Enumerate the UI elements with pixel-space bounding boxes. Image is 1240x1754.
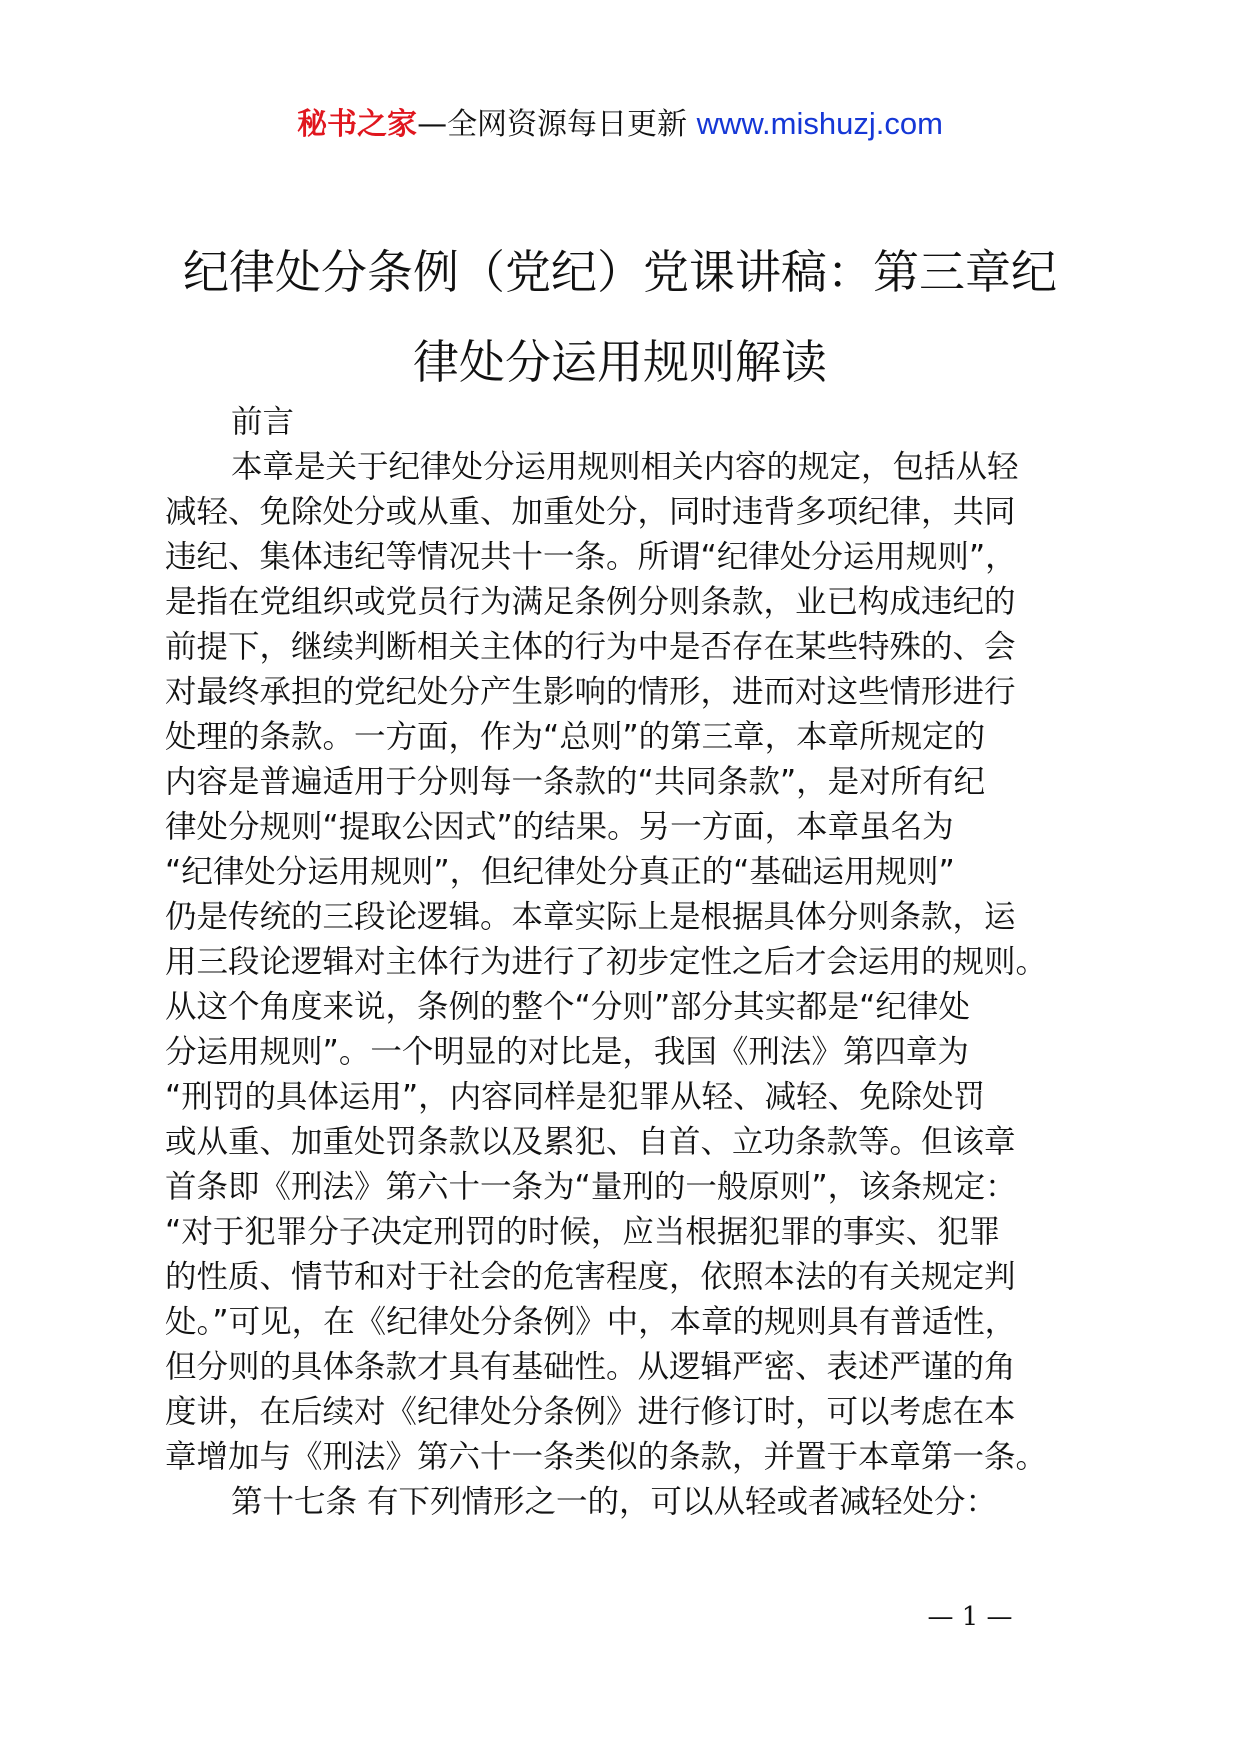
paragraph-line: 但分则的具体条款才具有基础性。从逻辑严密、表述严谨的角 [165,1349,1016,1385]
paragraph-line: 前提下，继续判断相关主体的行为中是否存在某些特殊的、会 [165,629,1016,665]
paragraph-line: 或从重、加重处罚条款以及累犯、自首、立功条款等。但该章 [165,1124,1016,1160]
page-number: — 1 — [927,1602,1013,1632]
paragraph-line: 首条即《刑法》第六十一条为“量刑的一般原则”，该条规定： [165,1169,1017,1205]
site-header [0,104,1240,145]
paragraph-line: 内容是普遍适用于分则每一条款的“共同条款”，是对所有纪 [165,764,986,800]
paragraph-line: 用三段论逻辑对主体行为进行了初步定性之后才会运用的规则。 [165,944,1048,980]
paragraph-line: “刑罚的具体运用”，内容同样是犯罪从轻、减轻、免除处罚 [165,1079,986,1115]
site-brand: 秘书之家 [297,107,418,142]
paragraph-line: 减轻、免除处分或从重、加重处分，同时违背多项纪律，共同 [165,494,1016,530]
paragraph-line: 章增加与《刑法》第六十一条类似的条款，并置于本章第一条。 [165,1439,1048,1475]
paragraph-line: 对最终承担的党纪处分产生影响的情形，进而对这些情形进行 [165,674,1016,710]
paragraph-line: 从这个角度来说，条例的整个“分则”部分其实都是“纪律处 [165,989,970,1025]
paragraph-line: 违纪、集体违纪等情况共十一条。所谓“纪律处分运用规则”， [165,539,1017,575]
document-body [165,400,1085,1525]
paragraph-line: 本章是关于纪律处分运用规则相关内容的规定，包括从轻 [231,449,1019,485]
paragraph-line: 分运用规则”。一个明显的对比是，我国《刑法》第四章为 [165,1034,969,1070]
paragraph-line: 度讲，在后续对《纪律处分条例》进行修订时，可以考虑在本 [165,1394,1016,1430]
paragraph-line: 的性质、情节和对于社会的危害程度，依照本法的有关规定判 [165,1259,1016,1295]
paragraph-line: 处理的条款。一方面，作为“总则”的第三章，本章所规定的 [165,719,986,755]
article-17-heading: 第十七条 有下列情形之一的，可以从轻或者减轻处分： [231,1484,998,1520]
header-tagline: 全网资源每日更新 [447,107,697,142]
document-title-line-1: 纪律处分条例（党纪）党课讲稿：第三章纪 [183,245,1057,299]
section-heading-preface: 前言 [231,404,295,440]
header-dash: — [417,107,448,142]
paragraph-line: 是指在党组织或党员行为满足条例分则条款，业已构成违纪的 [165,584,1016,620]
document-title-line-2: 律处分运用规则解读 [413,335,827,389]
paragraph-line: 仍是传统的三段论逻辑。本章实际上是根据具体分则条款，运 [165,899,1016,935]
paragraph-line: “纪律处分运用规则”，但纪律处分真正的“基础运用规则” [165,854,955,890]
paragraph-line: “对于犯罪分子决定刑罚的时候，应当根据犯罪的事实、犯罪 [165,1214,1001,1250]
site-url-link[interactable]: www.mishuzj.com [696,106,943,141]
paragraph-line: 律处分规则“提取公因式”的结果。另一方面，本章虽名为 [165,809,954,845]
paragraph-line: 处。”可见，在《纪律处分条例》中，本章的规则具有普适性， [165,1304,1017,1340]
